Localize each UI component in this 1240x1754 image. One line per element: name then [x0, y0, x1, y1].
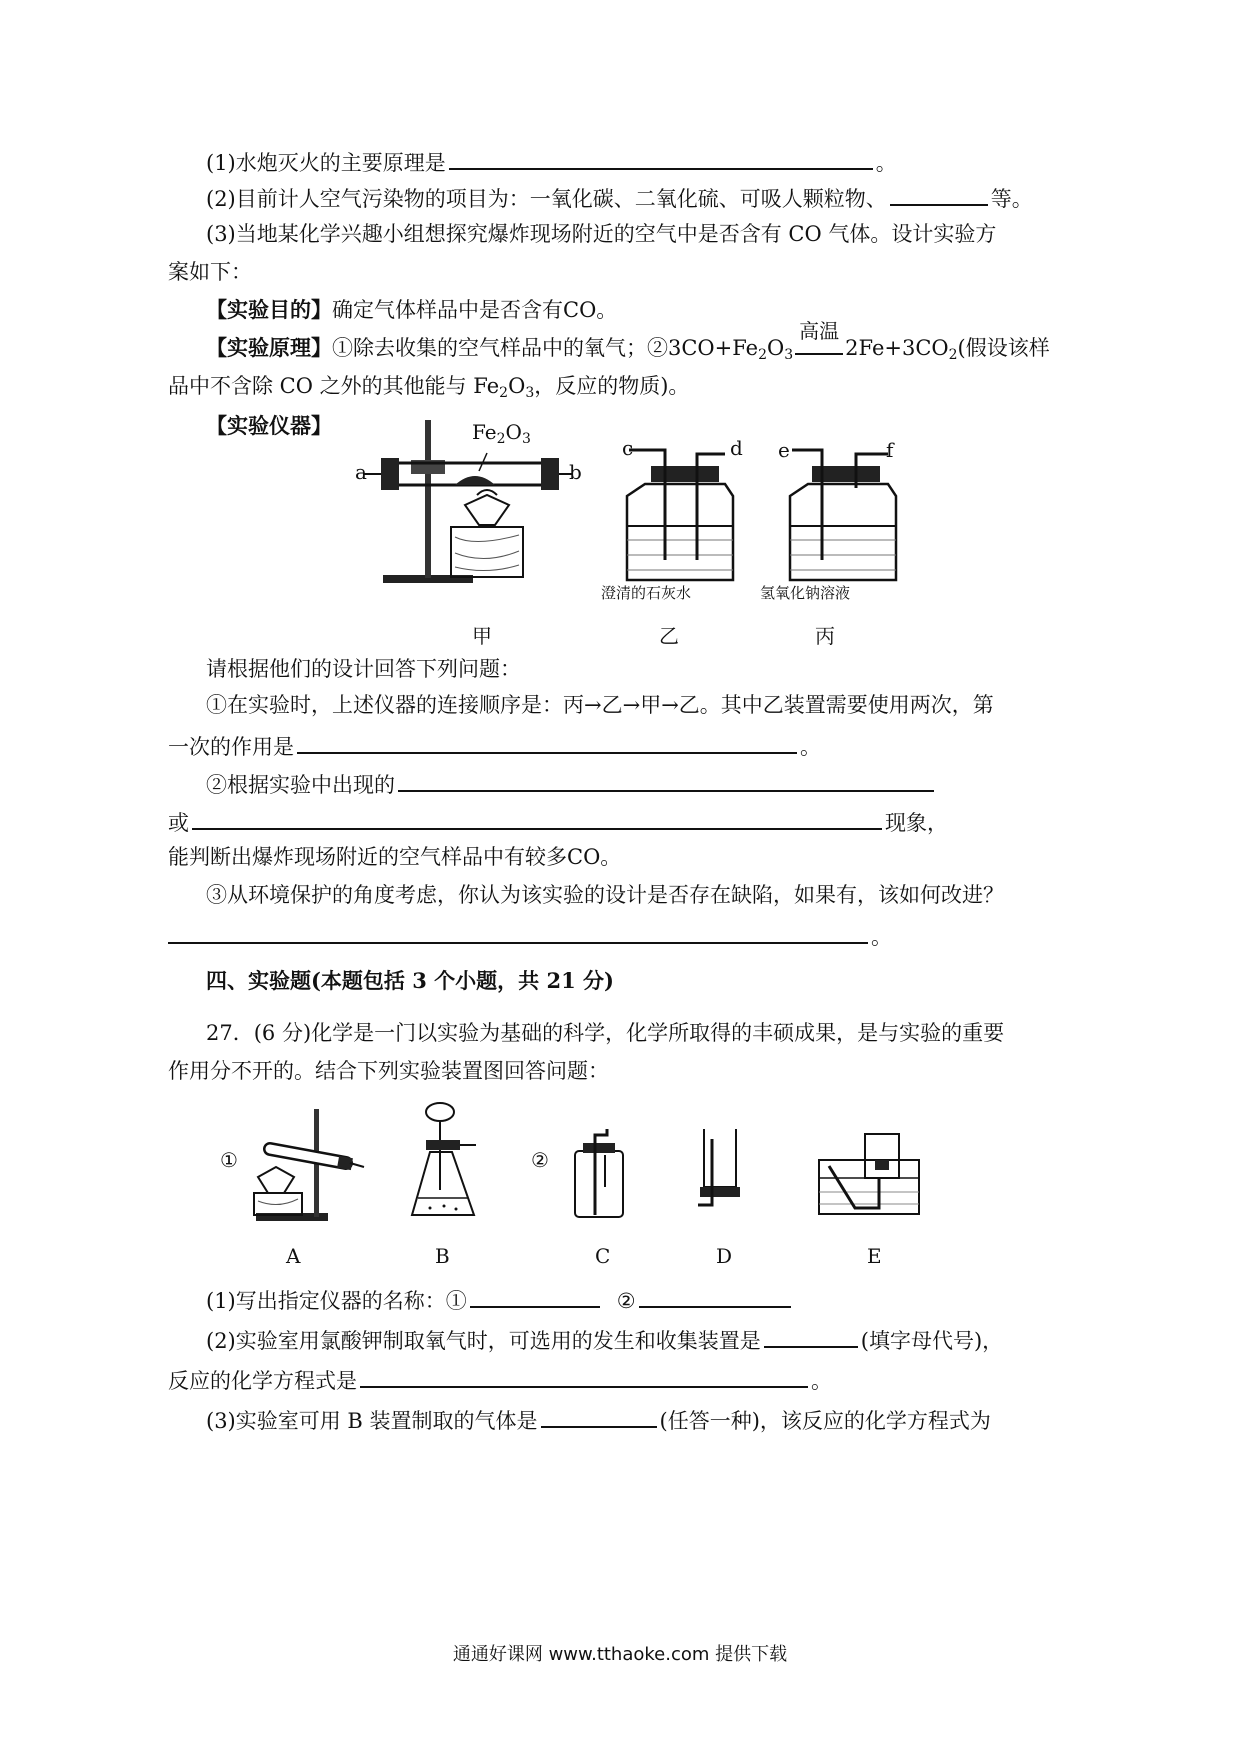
apparatus-b-figure: [400, 1100, 490, 1225]
page-footer: 通通好课网 www.tthaoke.com 提供下载: [452, 1644, 788, 1665]
sub-question-2-line1: ②根据实验中出现的: [206, 766, 937, 800]
answer-blank: [639, 1282, 791, 1308]
q27-part-3: (3)实验室可用 B 装置制取的气体是 (任答一种)，该反应的化学方程式为: [206, 1402, 991, 1436]
figure-mark-1: ①: [220, 1148, 238, 1172]
answer-blank: [192, 804, 882, 830]
apparatus-c-figure: [555, 1125, 635, 1225]
apparatus-name-bing: 丙: [815, 624, 835, 648]
answer-blank: [398, 766, 934, 792]
sub-question-1-line2: 一次的作用是 。: [168, 728, 821, 762]
sub-question-3-line2: 。: [168, 918, 892, 952]
answer-blank: [168, 918, 868, 944]
sub-question-2-line2: 或 现象，: [168, 804, 948, 838]
q27-part-1: (1)写出指定仪器的名称：① ②: [206, 1282, 794, 1316]
ask-line: 请根据他们的设计回答下列问题：: [206, 657, 521, 681]
question-3-line1: (3)当地某化学兴趣小组想探究爆炸现场附近的空气中是否含有 CO 气体。设计实验方: [206, 222, 997, 246]
answer-blank: [449, 144, 873, 170]
question-1: (1)水炮灭火的主要原理是 。: [206, 144, 897, 178]
reaction-condition: 高温: [795, 338, 843, 355]
instrument-label: 【实验仪器】: [206, 413, 332, 438]
answer-blank: [470, 1282, 600, 1308]
apparatus-name-yi: 乙: [659, 624, 679, 648]
answer-blank: [297, 728, 797, 754]
apparatus-a-figure: [218, 1105, 368, 1225]
figure-label-b: b: [569, 460, 582, 484]
sub-question-1-line1: ①在实验时，上述仪器的连接顺序是：丙→乙→甲→乙。其中乙装置需要使用两次，第: [206, 693, 994, 717]
apparatus-letter-c: C: [595, 1244, 611, 1268]
apparatus-d-figure: [690, 1125, 750, 1215]
figure-label-d: d: [730, 436, 743, 460]
apparatus-letter-b: B: [435, 1244, 450, 1268]
question-3-line2: 案如下：: [168, 260, 252, 284]
experiment-principle: 【实验原理】①除去收集的空气样品中的氧气；$②3CO+Fe_2O_3$ 高温 $2Fe+3CO_2$(假设该样: [206, 319, 1050, 363]
apparatus-letter-d: D: [716, 1244, 733, 1268]
q27-part-2: (2)实验室用氯酸钾制取氧气时，可选用的发生和收集装置是 (填字母代号)，: [206, 1322, 1003, 1356]
answer-blank: [764, 1322, 858, 1348]
apparatus-letter-a: A: [286, 1244, 301, 1268]
limewater-label: 澄清的石灰水: [601, 584, 692, 602]
naoh-label: 氢氧化钠溶液: [760, 584, 851, 602]
question-2: (2)目前计人空气污染物的项目为：一氧化碳、二氧化硫、可吸人颗粒物、 等。: [206, 180, 1033, 214]
section-title: 四、实验题(本题包括 3 个小题，共 21 分): [206, 968, 614, 993]
figure-label-f: f: [886, 438, 894, 462]
apparatus-letter-e: E: [867, 1244, 882, 1268]
figure-label-e: e: [778, 438, 790, 462]
experiment-principle-line2: 品中不含除 CO 之外的其他能与 $Fe_2O_3$，反应的物质)。: [168, 374, 690, 401]
answer-blank: [890, 180, 988, 206]
figure-label-fe2o3: $Fe_2O_3$: [472, 420, 531, 447]
figure-label-a: a: [355, 460, 367, 484]
experiment-aim: 【实验目的】确定气体样品中是否含有CO。: [206, 297, 618, 322]
apparatus-e-figure: [815, 1130, 925, 1220]
apparatus-name-jia: 甲: [472, 624, 492, 648]
sub-question-2-line3: 能判断出爆炸现场附近的空气样品中有较多CO。: [168, 845, 622, 869]
q27-line2: 作用分不开的。结合下列实验装置图回答问题：: [168, 1059, 609, 1083]
apparatus-yi-figure: [615, 440, 755, 585]
q27-line1: 27．(6 分)化学是一门以实验为基础的科学，化学所取得的丰硕成果，是与实验的重要: [206, 1021, 1005, 1045]
answer-blank: [360, 1362, 808, 1388]
figure-label-c: c: [622, 436, 634, 460]
apparatus-bing-figure: [782, 440, 922, 585]
figure-mark-2: ②: [531, 1148, 549, 1172]
q27-part-2-line2: 反应的化学方程式是 。: [168, 1362, 832, 1396]
sub-question-3-line1: ③从环境保护的角度考虑，你认为该实验的设计是否存在缺陷，如果有，该如何改进？: [206, 883, 1004, 907]
answer-blank: [541, 1402, 657, 1428]
